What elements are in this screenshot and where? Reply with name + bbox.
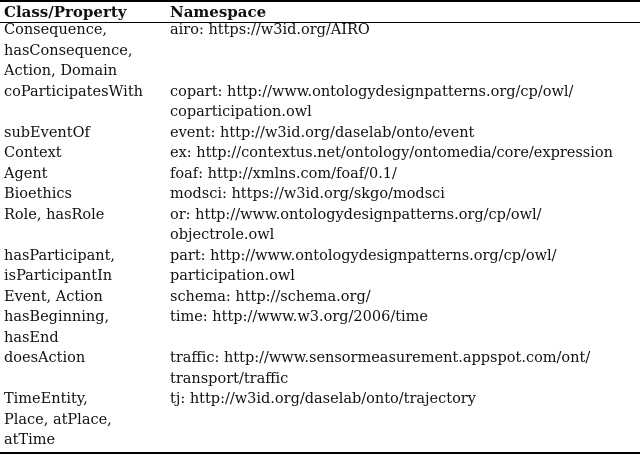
class-property-cell [4, 389, 112, 451]
namespace-cell [170, 184, 445, 205]
table-row [0, 389, 640, 451]
namespace-text: event: http://w3id.org/daselab/onto/event [170, 124, 475, 141]
class-property-text: doesAction [4, 350, 86, 366]
class-property-cell [4, 205, 104, 226]
class-property-text: Role, hasRole [4, 206, 105, 223]
namespace-cell [170, 164, 397, 185]
namespace-text: participation.owl [170, 268, 295, 284]
namespace-text: modsci: https://w3id.org/skgo/modsci [170, 186, 445, 202]
class-property-text: Place, atPlace, [4, 411, 112, 428]
class-property-text: hasEnd [4, 329, 59, 346]
class-property-text: hasConsequence, [4, 42, 133, 59]
table-row [0, 82, 640, 123]
header-namespace: Namespace [170, 3, 267, 21]
class-property-cell [4, 20, 132, 82]
header-class-property: Class/Property [4, 3, 127, 21]
namespace-text: time: http://www.w3.org/2006/time [170, 309, 428, 325]
namespace-text: coparticipation.owl [170, 104, 312, 120]
class-property-cell [4, 287, 103, 308]
table-row [0, 205, 640, 246]
table-row [0, 307, 640, 348]
namespace-text: copart: http://www.ontologydesignpatterns.org/cp/owl/ [170, 83, 574, 100]
namespace-cell [170, 82, 573, 123]
class-property-text: Action, Domain [4, 63, 118, 79]
namespace-cell [170, 348, 590, 389]
class-property-text: Consequence, [4, 22, 108, 38]
table-row [0, 143, 640, 164]
table-row [0, 184, 640, 205]
class-property-text: Bioethics [4, 186, 72, 202]
table-row [0, 164, 640, 185]
namespace-text: traffic: http://www.sensormeasurement.appspot.com/ont/ [170, 350, 591, 366]
class-property-text: atTime [4, 432, 56, 448]
class-property-cell [4, 123, 90, 144]
class-property-text: hasBeginning, [4, 309, 110, 325]
namespace-text: tj: http://w3id.org/daselab/onto/trajectory [170, 391, 476, 407]
namespace-cell [170, 205, 542, 246]
namespace-text: airo: https://w3id.org/AIRO [170, 22, 370, 38]
table-row [0, 348, 640, 389]
class-property-text: Context [4, 145, 62, 161]
namespace-text: transport/traffic [170, 370, 289, 387]
namespace-cell [170, 287, 371, 308]
class-property-cell [4, 184, 72, 205]
table-row [0, 246, 640, 287]
table-row [0, 123, 640, 144]
class-property-cell [4, 246, 115, 287]
class-property-cell [4, 143, 62, 164]
namespace-text: schema: http://schema.org/ [170, 288, 371, 305]
table-row [0, 20, 640, 82]
table-row [0, 287, 640, 308]
namespace-cell [170, 123, 474, 144]
namespace-text: objectrole.owl [170, 227, 275, 243]
class-property-cell [4, 348, 85, 369]
namespace-text: part: http://www.ontologydesignpatterns.org/cp/owl/ [170, 247, 557, 264]
namespace-cell [170, 389, 476, 410]
namespace-text: foaf: http://xmlns.com/foaf/0.1/ [170, 165, 397, 182]
class-property-cell [4, 307, 109, 348]
namespace-cell [170, 307, 428, 328]
class-property-text: coParticipatesWith [4, 83, 143, 100]
class-property-cell [4, 82, 143, 103]
namespace-cell [170, 246, 557, 287]
class-property-text: TimeEntity, [4, 391, 88, 407]
class-property-text: Event, Action [4, 288, 103, 305]
namespace-text: ex: http://contextus.net/ontology/ontomedia/core/expression [170, 145, 613, 161]
class-property-text: hasParticipant, [4, 247, 116, 264]
namespace-cell [170, 20, 370, 41]
class-property-cell [4, 164, 48, 185]
class-property-text: subEventOf [4, 124, 90, 141]
class-property-text: Agent [4, 165, 48, 182]
namespace-cell [170, 143, 613, 164]
namespace-text: or: http://www.ontologydesignpatterns.org/cp/owl/ [170, 206, 542, 223]
class-property-text: isParticipantIn [4, 268, 113, 284]
table-body [0, 20, 640, 451]
